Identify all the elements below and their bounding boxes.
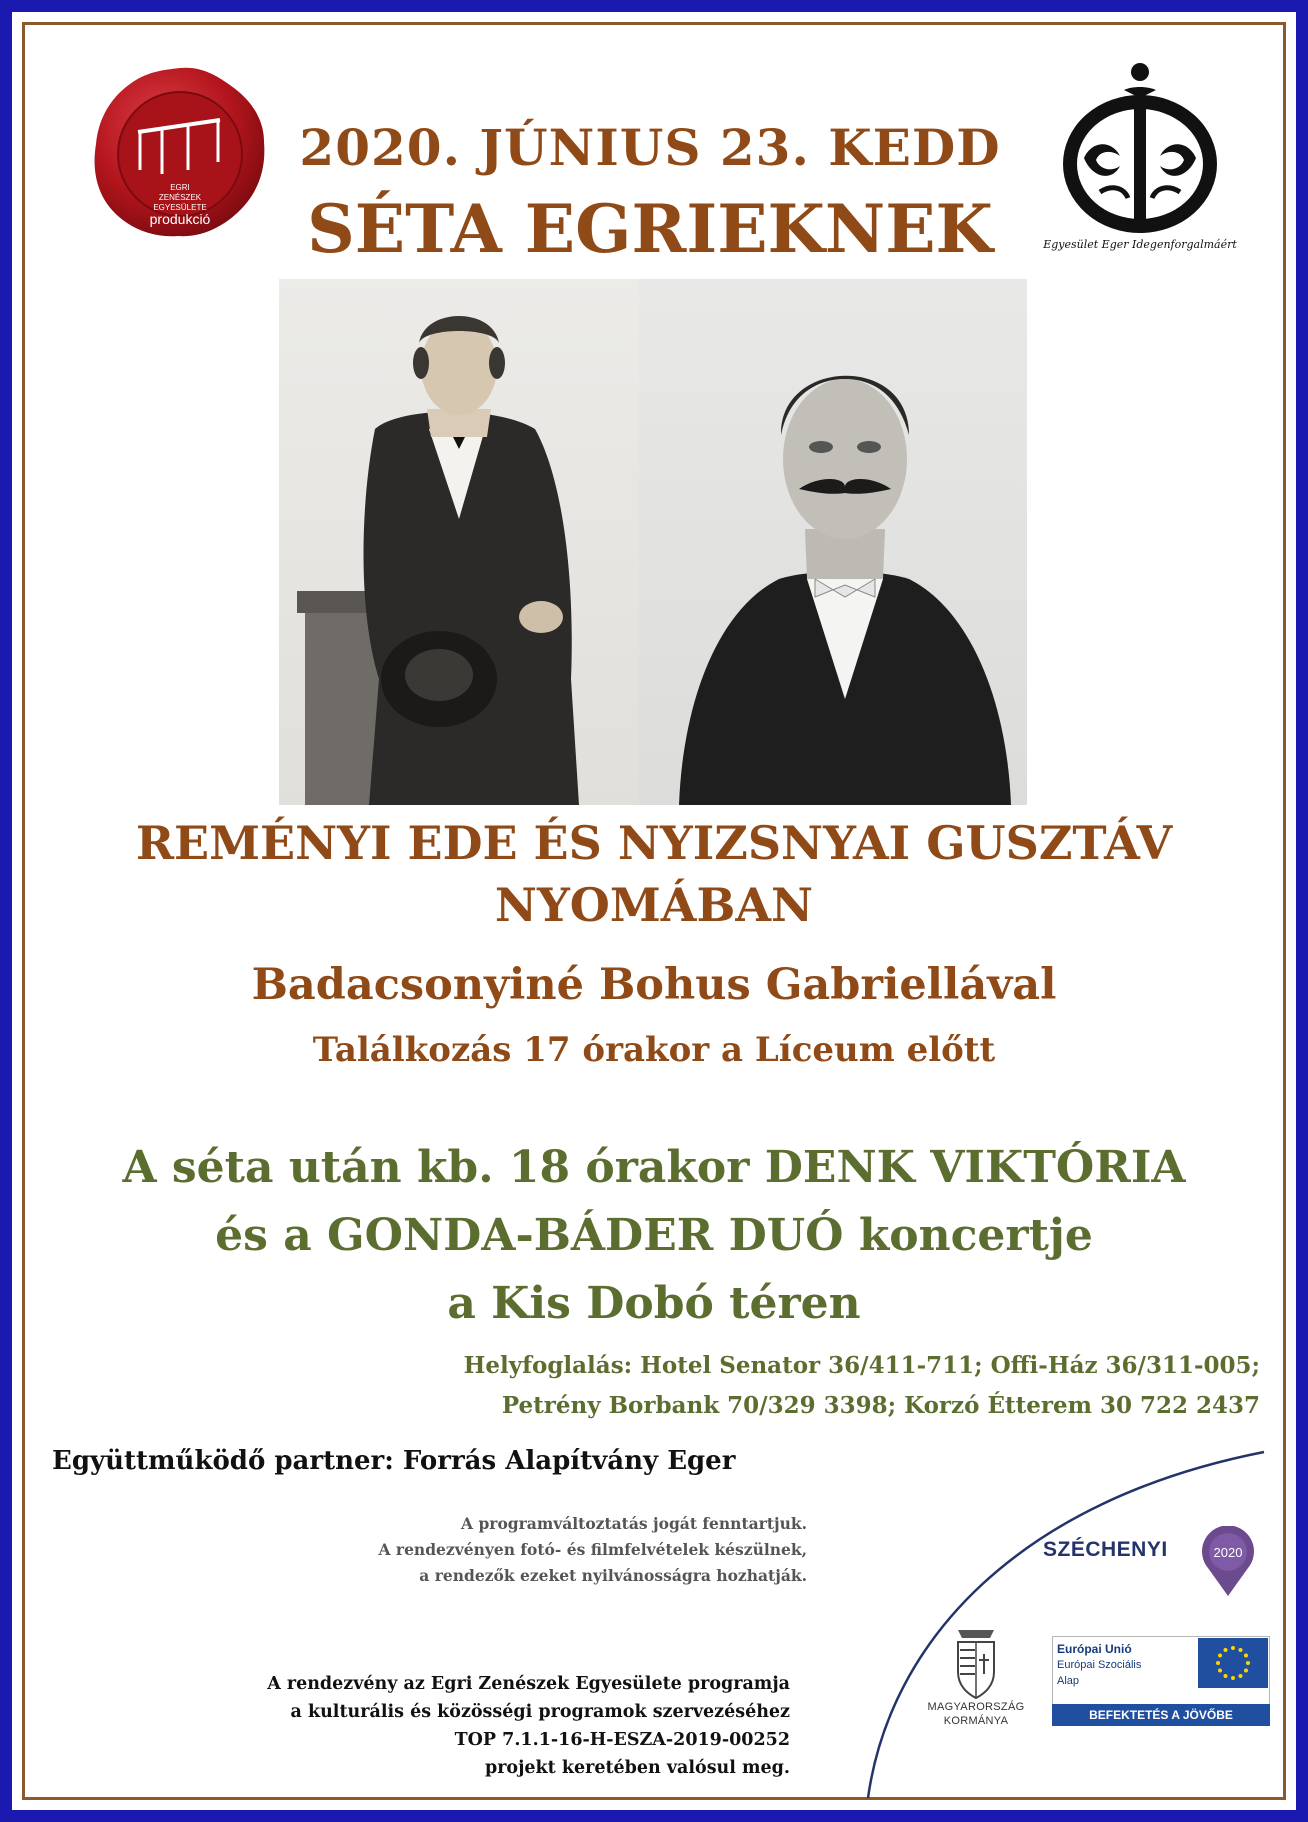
concert-line-2: és a GONDA-BÁDER DUÓ koncertje <box>215 1210 1093 1261</box>
seal-text-3: EGYESÜLETE <box>153 203 207 212</box>
headline-line-2: NYOMÁBAN <box>494 878 814 932</box>
seal-text-2: ZENÉSZEK <box>158 193 202 202</box>
egyesulet-eger-ornament-logo <box>1040 52 1240 262</box>
szechenyi-label: SZÉCHENYI <box>1043 1538 1168 1561</box>
eu-star <box>1244 1654 1248 1658</box>
portrait-remenyi-ede <box>279 279 639 805</box>
concert-info <box>60 1134 1248 1338</box>
event-title: SÉTA EGRIEKNEK <box>307 190 993 268</box>
funding-line-2: a kulturális és közösségi programok szervezéséhez <box>290 1702 790 1722</box>
headline <box>60 812 1248 936</box>
eu-star <box>1231 1646 1235 1650</box>
cooperating-partner: Együttműködő partner: Forrás Alapítvány Eger <box>52 1446 736 1476</box>
funding-line-4: projekt keretében valósul meg. <box>484 1758 790 1778</box>
ornament-logo-caption: Egyesület Eger Idegenforgalmáért <box>1043 238 1237 251</box>
seal-text-1: EGRI <box>170 183 190 192</box>
eu-star <box>1239 1674 1243 1678</box>
concert-line-3: a Kis Dobó téren <box>447 1278 861 1329</box>
disclaimer-notice <box>300 1511 807 1589</box>
eu-star <box>1224 1674 1228 1678</box>
eu-star <box>1231 1676 1235 1680</box>
eu-star <box>1239 1648 1243 1652</box>
guide-name: Badacsonyiné Bohus Gabriellával <box>251 960 1057 1010</box>
eu-star <box>1218 1669 1222 1673</box>
notice-line-1: A programváltoztatás jogát fenntartjuk. <box>461 1514 807 1533</box>
notice-line-2: A rendezvényen fotó- és filmfelvételek készülnek, <box>378 1540 807 1559</box>
funding-statement <box>200 1670 790 1782</box>
eu-star <box>1218 1654 1222 1658</box>
invest-in-future-bar: BEFEKTETÉS A JÖVŐBE <box>1052 1704 1270 1726</box>
hungarian-coat-of-arms-icon <box>950 1624 1002 1700</box>
eu-star <box>1244 1669 1248 1673</box>
sponsor-arc <box>860 1440 1286 1800</box>
meeting-info: Találkozás 17 órakor a Líceum előtt <box>312 1030 996 1070</box>
eu-subtitle-1: Európai Szociális <box>1057 1659 1142 1671</box>
notice-line-3: a rendezők ezeket nyilvánosságra hozhatják. <box>419 1566 807 1585</box>
headline-line-1: REMÉNYI EDE ÉS NYIZSNYAI GUSZTÁV <box>135 816 1173 870</box>
concert-line-1: A séta után kb. 18 órakor DENK VIKTÓRIA <box>122 1142 1186 1193</box>
szechenyi-2020-pin-icon <box>1198 1526 1258 1598</box>
eu-title: Európai Unió <box>1057 1642 1132 1656</box>
funding-line-1: A rendezvény az Egri Zenészek Egyesülete programja <box>267 1674 790 1694</box>
eu-star <box>1216 1661 1220 1665</box>
kormany-line-2: KORMÁNYA <box>943 1715 1009 1727</box>
booking-info <box>380 1346 1260 1426</box>
funding-line-3: TOP 7.1.1-16-H-ESZA-2019-00252 <box>454 1730 790 1750</box>
event-date: 2020. JÚNIUS 23. KEDD <box>299 118 1001 177</box>
eu-star <box>1224 1648 1228 1652</box>
hungarian-government-label <box>918 1700 1034 1728</box>
kormany-line-1: MAGYARORSZÁG <box>927 1701 1025 1713</box>
eu-star <box>1246 1661 1250 1665</box>
seal-caption: produkció <box>149 211 211 227</box>
booking-line-1: Helyfoglalás: Hotel Senator 36/411-711; Offi-Ház 36/311-005; <box>463 1352 1260 1379</box>
eu-subtitle-2: Alap <box>1057 1675 1080 1687</box>
eu-flag-icon <box>1198 1638 1268 1688</box>
szechenyi-year: 2020 <box>1213 1545 1243 1560</box>
portrait-nyizsnyai-gusztav <box>639 279 1027 805</box>
booking-line-2: Petrény Borbank 70/329 3398; Korzó Étterem 30 722 2437 <box>501 1392 1260 1419</box>
